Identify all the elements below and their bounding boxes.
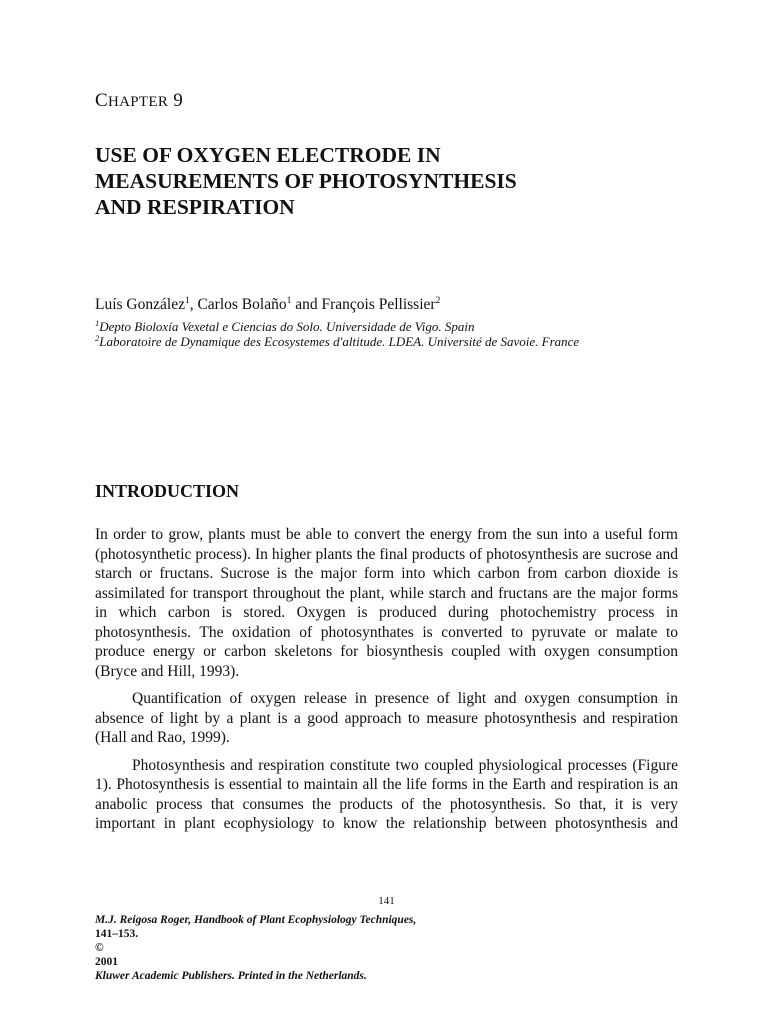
author-name: François Pellissier xyxy=(321,296,436,313)
citation-line xyxy=(95,913,678,941)
author-name: Carlos Bolaño xyxy=(197,296,287,313)
section-body xyxy=(95,525,678,842)
citation-source: M.J. Reigosa Roger, Handbook of Plant Ecophysiology Techniques, xyxy=(95,914,417,926)
affiliation-marker: 2 xyxy=(435,296,441,306)
copyright-symbol: © xyxy=(95,942,104,954)
affiliation-marker: 1 xyxy=(95,318,100,328)
chapter-label xyxy=(95,90,183,112)
copyright-line xyxy=(95,941,678,983)
chapter-label-rest: HAPTER xyxy=(107,94,169,110)
body-paragraph: In order to grow, plants must be able to convert the energy from the sun into a useful form (photosynthetic process). In higher plants the final products of photosynthesis are sucrose and starch or fructans. Sucrose is the major form into which carbon from carbon dioxide is assimilated for transport throughout the plant, while starch and fructans are the major forms in which carbon is stored. Oxygen is produced during photochemistry process in photosynthesis. The oxidation of photosynthates is converted to pyruvate or malate to produce energy or carbon skeletons for biosynthesis coupled with oxygen consumption (Bryce and Hill, 1993). xyxy=(95,526,678,680)
affiliation-text: Laboratoire de Dynamique des Ecosystemes d'altitude. LDEA. Université de Savoie. France xyxy=(99,334,580,349)
chapter-number: 9 xyxy=(173,90,183,111)
copyright-text: Kluwer Academic Publishers. Printed in the Netherlands. xyxy=(95,970,367,982)
author-name: Luís González xyxy=(95,296,185,313)
copyright-year: 2001 xyxy=(95,956,118,968)
citation-pages: 141–153. xyxy=(95,928,139,940)
section-heading: INTRODUCTION xyxy=(95,481,240,501)
chapter-title xyxy=(95,142,678,220)
chapter-title-line: AND RESPIRATION xyxy=(95,195,295,219)
author-list xyxy=(95,296,678,314)
body-paragraph: Photosynthesis and respiration constitute two coupled physiological processes (Figure 1). Photosynthesis is essential to maintain all the life forms in the Earth and respiration is an anabolic process that consumes the products of the photosynthesis. So that, it is very important in plant ecophysiology to know the relationship between photosynthesis and xyxy=(95,756,678,832)
body-paragraph: Quantification of oxygen release in presence of light and oxygen consumption in absence of light by a plant is a good approach to measure photosynthesis and respiration (Hall and Rao, 1999). xyxy=(95,690,678,746)
affiliation-marker: 2 xyxy=(95,333,100,343)
author-separator: , xyxy=(189,296,198,313)
page-number: 141 xyxy=(378,895,395,907)
footer-citation xyxy=(95,913,678,983)
affiliation-text: Depto Bioloxía Vexetal e Ciencias do Solo. Universidade de Vigo. Spain xyxy=(99,319,475,334)
affiliation-marker: 1 xyxy=(184,296,190,306)
affiliation xyxy=(95,319,678,334)
affiliation xyxy=(95,334,678,349)
chapter-label-initial: C xyxy=(95,90,108,111)
author-separator: and xyxy=(291,296,322,313)
chapter-title-line: MEASUREMENTS OF PHOTOSYNTHESIS xyxy=(95,169,517,193)
chapter-title-line: USE OF OXYGEN ELECTRODE IN xyxy=(95,143,441,167)
affiliation-marker: 1 xyxy=(286,296,292,306)
